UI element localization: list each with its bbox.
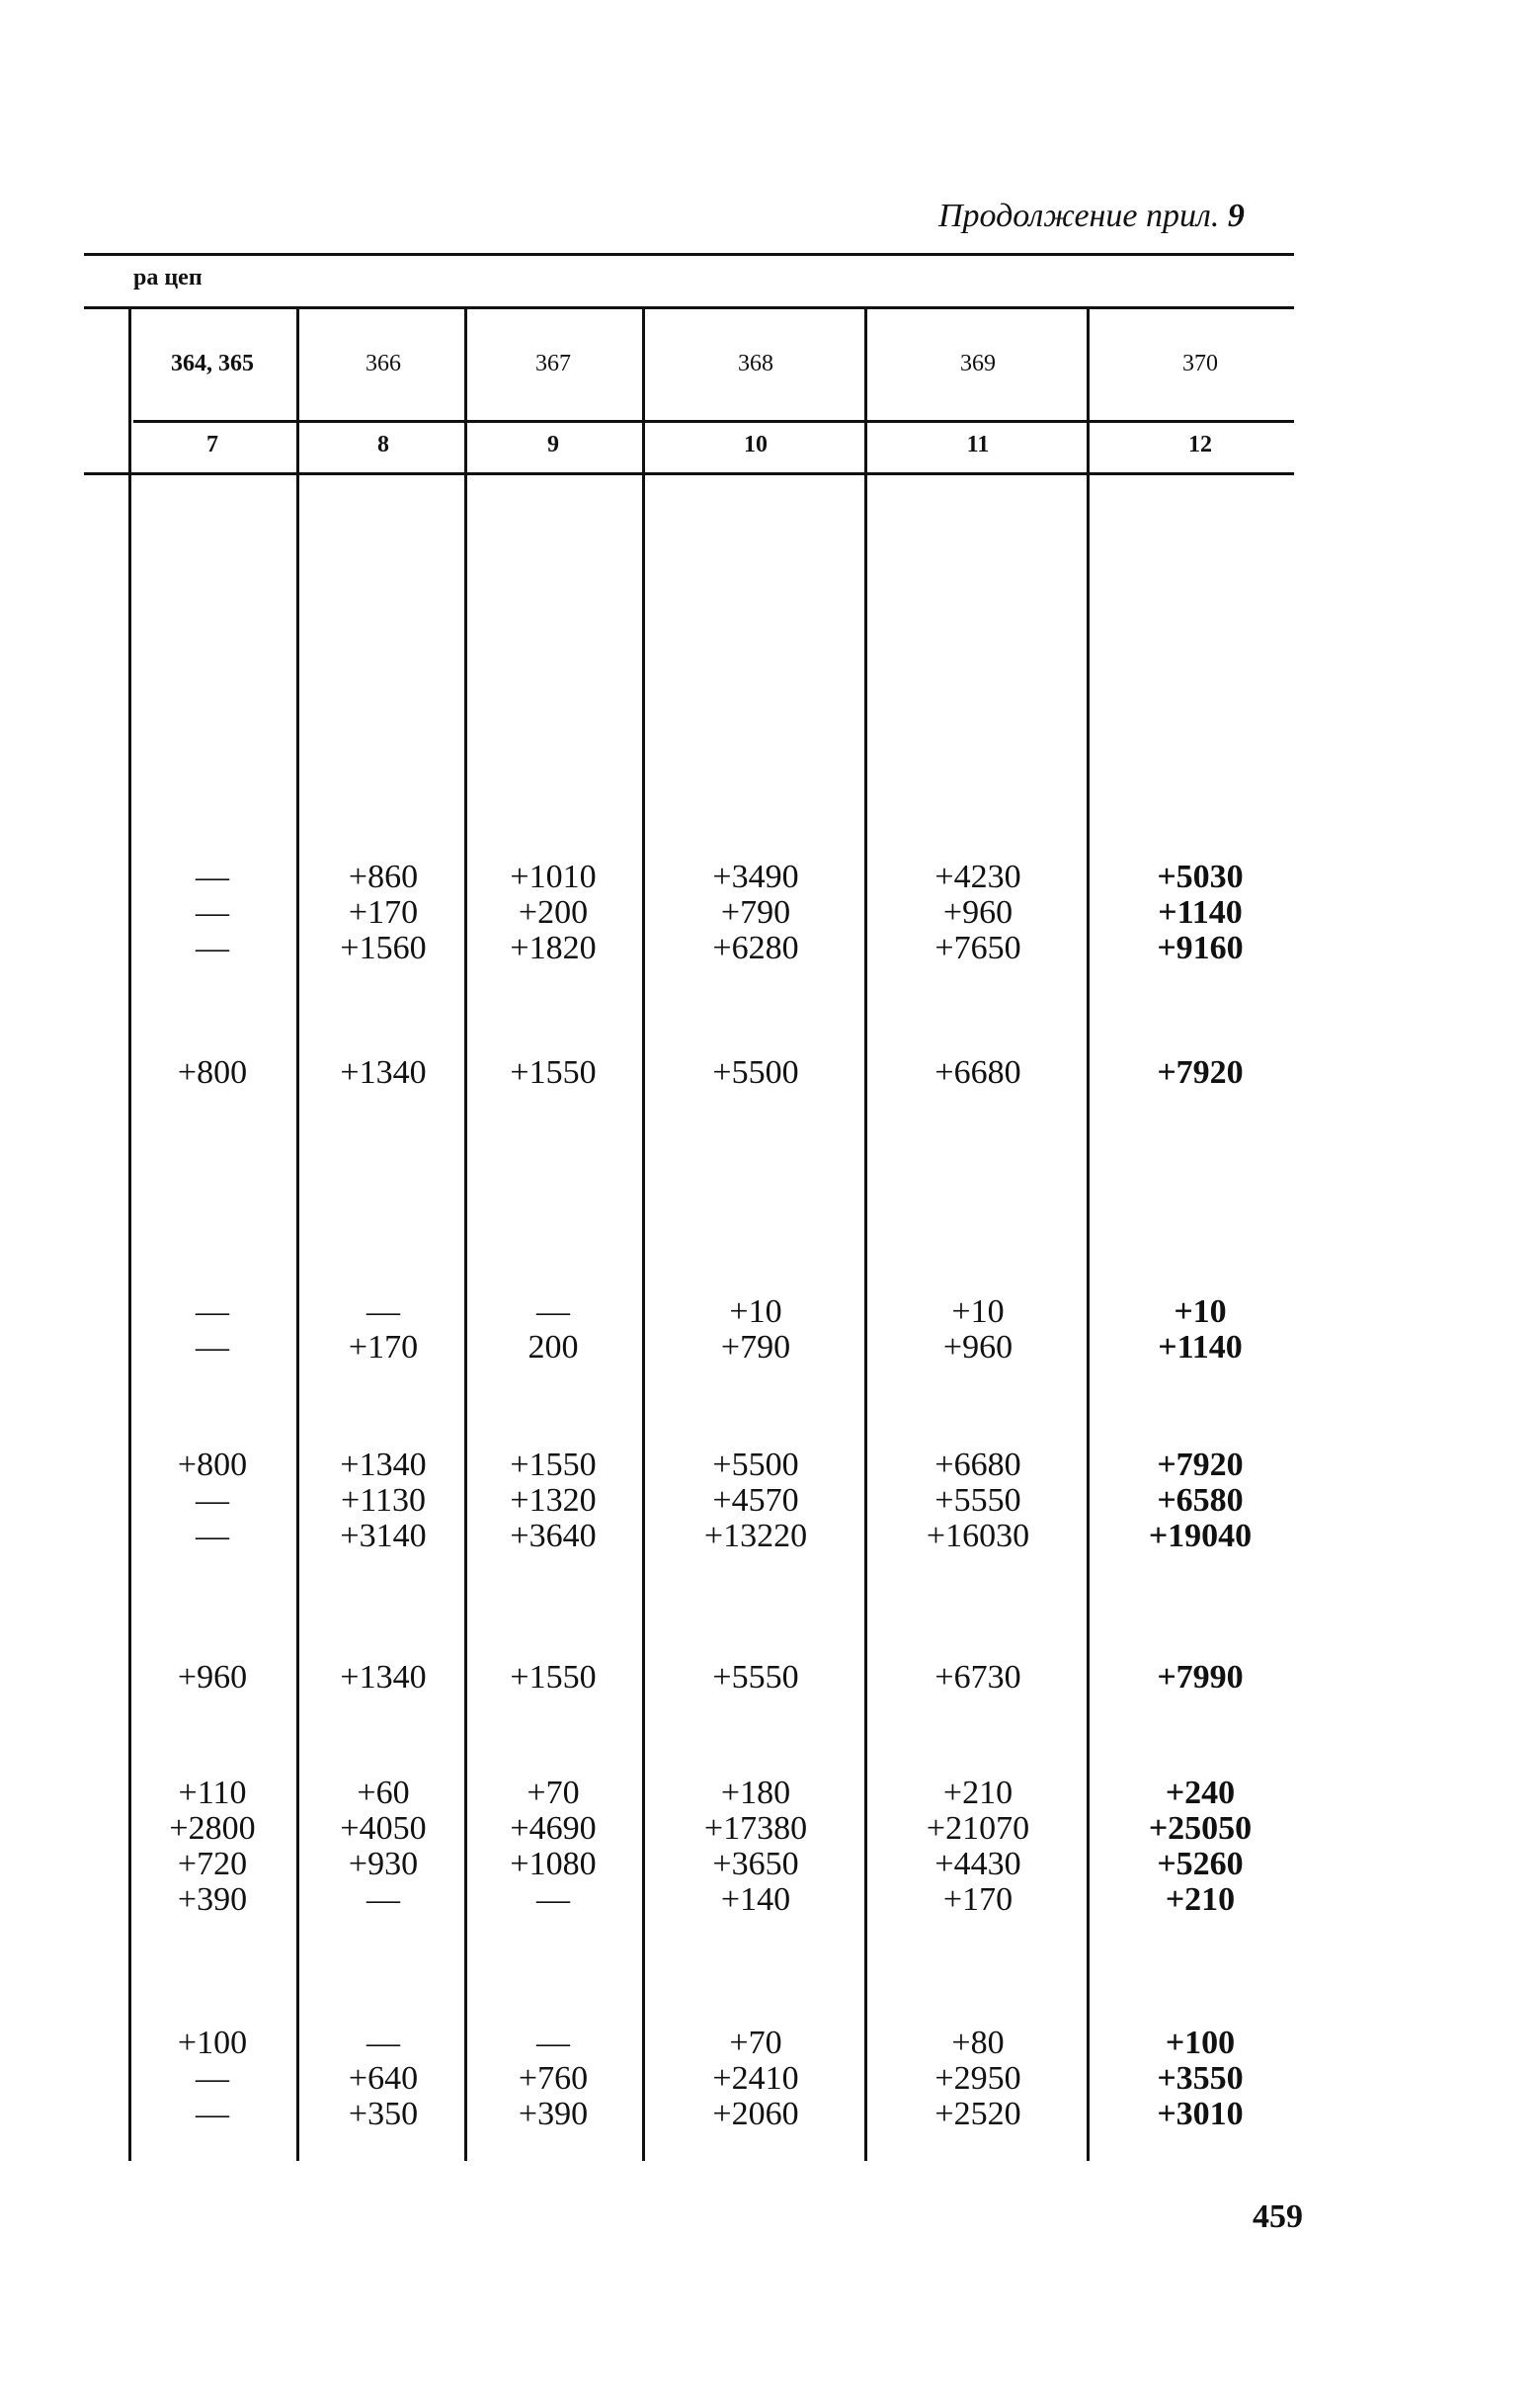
- table-cell: +70: [527, 1775, 580, 1811]
- table-cell: +140: [720, 1881, 791, 1918]
- table-cell: +1340: [340, 1659, 427, 1696]
- table-cell: +4050: [340, 1810, 427, 1847]
- table-cell: +9160: [1157, 930, 1244, 966]
- table-cell: +930: [348, 1846, 419, 1882]
- table-cell: +800: [177, 1054, 248, 1091]
- table-cell: +1140: [1158, 894, 1243, 931]
- column-index-header: 8: [377, 432, 389, 457]
- table-cell: —: [536, 1293, 570, 1330]
- table-cell: +10: [1174, 1293, 1227, 1330]
- column-divider: [864, 308, 867, 2161]
- top-rule: [84, 253, 1294, 256]
- table-cell: —: [196, 930, 229, 966]
- header-mid-rule: [133, 420, 1294, 423]
- table-cell: —: [196, 1518, 229, 1554]
- table-cell: +350: [348, 2096, 419, 2132]
- table-cell: +1010: [510, 859, 597, 895]
- column-id-header: 364, 365: [171, 351, 254, 376]
- table-cell: +1560: [340, 930, 427, 966]
- table-cell: +25050: [1148, 1810, 1253, 1847]
- table-cell: +390: [177, 1881, 248, 1918]
- continuation-number: 9: [1227, 198, 1245, 234]
- table-cell: +1080: [510, 1846, 597, 1882]
- column-index-header: 7: [206, 432, 218, 457]
- table-cell: —: [536, 1881, 570, 1918]
- table-cell: +240: [1165, 1775, 1236, 1811]
- table-cell: +5550: [934, 1482, 1021, 1519]
- table-cell: —: [196, 2096, 229, 2132]
- table-cell: +1320: [510, 1482, 597, 1519]
- table-cell: +7650: [934, 930, 1021, 966]
- column-id-header: 366: [365, 351, 401, 376]
- table-cell: +13220: [703, 1518, 808, 1554]
- table-cell: +7920: [1157, 1447, 1244, 1483]
- table-cell: +210: [942, 1775, 1013, 1811]
- table-cell: +760: [518, 2060, 589, 2097]
- table-cell: +3640: [510, 1518, 597, 1554]
- table-cell: +3650: [712, 1846, 799, 1882]
- table-cell: +6730: [934, 1659, 1021, 1696]
- table-cell: +170: [942, 1881, 1013, 1918]
- table-cell: +6680: [934, 1447, 1021, 1483]
- table-cell: +1140: [1158, 1329, 1243, 1366]
- table-cell: +1550: [510, 1659, 597, 1696]
- table-cell: +5260: [1157, 1846, 1244, 1882]
- table-cell: +4690: [510, 1810, 597, 1847]
- column-index-header: 9: [547, 432, 559, 457]
- table-cell: +390: [518, 2096, 589, 2132]
- table-cell: +800: [177, 1447, 248, 1483]
- table-cell: +5500: [712, 1054, 799, 1091]
- table-cell: —: [196, 1329, 229, 1366]
- table-cell: —: [366, 2025, 400, 2061]
- table-cell: +720: [177, 1846, 248, 1882]
- table-cell: +4570: [712, 1482, 799, 1519]
- table-cell: +960: [942, 894, 1013, 931]
- continuation-header: [938, 198, 1245, 235]
- table-cell: +4230: [934, 859, 1021, 895]
- column-id-header: 369: [960, 351, 996, 376]
- table-cell: +640: [348, 2060, 419, 2097]
- header-bottom-rule: [84, 472, 1294, 475]
- table-cell: +3490: [712, 859, 799, 895]
- header-top-rule: [84, 306, 1294, 309]
- table-cell: +790: [720, 894, 791, 931]
- table-cell: +19040: [1148, 1518, 1253, 1554]
- column-index-header: 11: [966, 432, 990, 457]
- table-cell: +6680: [934, 1054, 1021, 1091]
- table-cell: —: [366, 1293, 400, 1330]
- table-cell: +2060: [712, 2096, 799, 2132]
- table-cell: +7920: [1157, 1054, 1244, 1091]
- table-cell: +2950: [934, 2060, 1021, 2097]
- table-cell: +170: [348, 894, 419, 931]
- table-cell: +1130: [341, 1482, 426, 1519]
- table-cell: —: [196, 2060, 229, 2097]
- table-cell: +17380: [703, 1810, 808, 1847]
- table-cell: +1340: [340, 1447, 427, 1483]
- table-cell: +960: [942, 1329, 1013, 1366]
- table-cell: +70: [729, 2025, 782, 2061]
- table-cell: +21070: [926, 1810, 1030, 1847]
- table-cell: +1820: [510, 930, 597, 966]
- table-cell: +100: [1165, 2025, 1236, 2061]
- table-cell: —: [366, 1881, 400, 1918]
- table-cell: +1550: [510, 1054, 597, 1091]
- table-cell: —: [196, 1293, 229, 1330]
- table-cell: +200: [518, 894, 589, 931]
- page-number: 459: [1253, 2198, 1303, 2235]
- table-cell: +6580: [1157, 1482, 1244, 1519]
- table-cell: +10: [951, 1293, 1005, 1330]
- table-cell: —: [196, 894, 229, 931]
- section-label: ра цеп: [133, 265, 203, 290]
- table-cell: +960: [177, 1659, 248, 1696]
- table-cell: +1550: [510, 1447, 597, 1483]
- table-cell: +3550: [1157, 2060, 1244, 2097]
- table-cell: 200: [527, 1329, 579, 1366]
- table-cell: +1340: [340, 1054, 427, 1091]
- table-cell: +80: [951, 2025, 1005, 2061]
- table-cell: +4430: [934, 1846, 1021, 1882]
- table-cell: +7990: [1157, 1659, 1244, 1696]
- table-cell: +790: [720, 1329, 791, 1366]
- table-cell: +2410: [712, 2060, 799, 2097]
- table-cell: +60: [357, 1775, 410, 1811]
- table-cell: +2520: [934, 2096, 1021, 2132]
- table-cell: +16030: [926, 1518, 1030, 1554]
- table-cell: +10: [729, 1293, 782, 1330]
- table-cell: +860: [348, 859, 419, 895]
- table-cell: +180: [720, 1775, 791, 1811]
- table-cell: —: [196, 1482, 229, 1519]
- continuation-text: Продолжение прил.: [938, 198, 1220, 234]
- table-cell: +110: [178, 1775, 247, 1811]
- table-cell: +5030: [1157, 859, 1244, 895]
- table-cell: —: [196, 859, 229, 895]
- table-cell: +3010: [1157, 2096, 1244, 2132]
- table-cell: +3140: [340, 1518, 427, 1554]
- column-id-header: 370: [1182, 351, 1218, 376]
- column-id-header: 368: [738, 351, 773, 376]
- table-cell: +5500: [712, 1447, 799, 1483]
- table-cell: +6280: [712, 930, 799, 966]
- column-index-header: 10: [744, 432, 768, 457]
- table-cell: +5550: [712, 1659, 799, 1696]
- table-cell: +170: [348, 1329, 419, 1366]
- table-cell: —: [536, 2025, 570, 2061]
- column-index-header: 12: [1188, 432, 1212, 457]
- table-cell: +2800: [169, 1810, 256, 1847]
- table-cell: +100: [177, 2025, 248, 2061]
- table-cell: +210: [1165, 1881, 1236, 1918]
- column-divider: [1087, 308, 1090, 2161]
- column-id-header: 367: [535, 351, 571, 376]
